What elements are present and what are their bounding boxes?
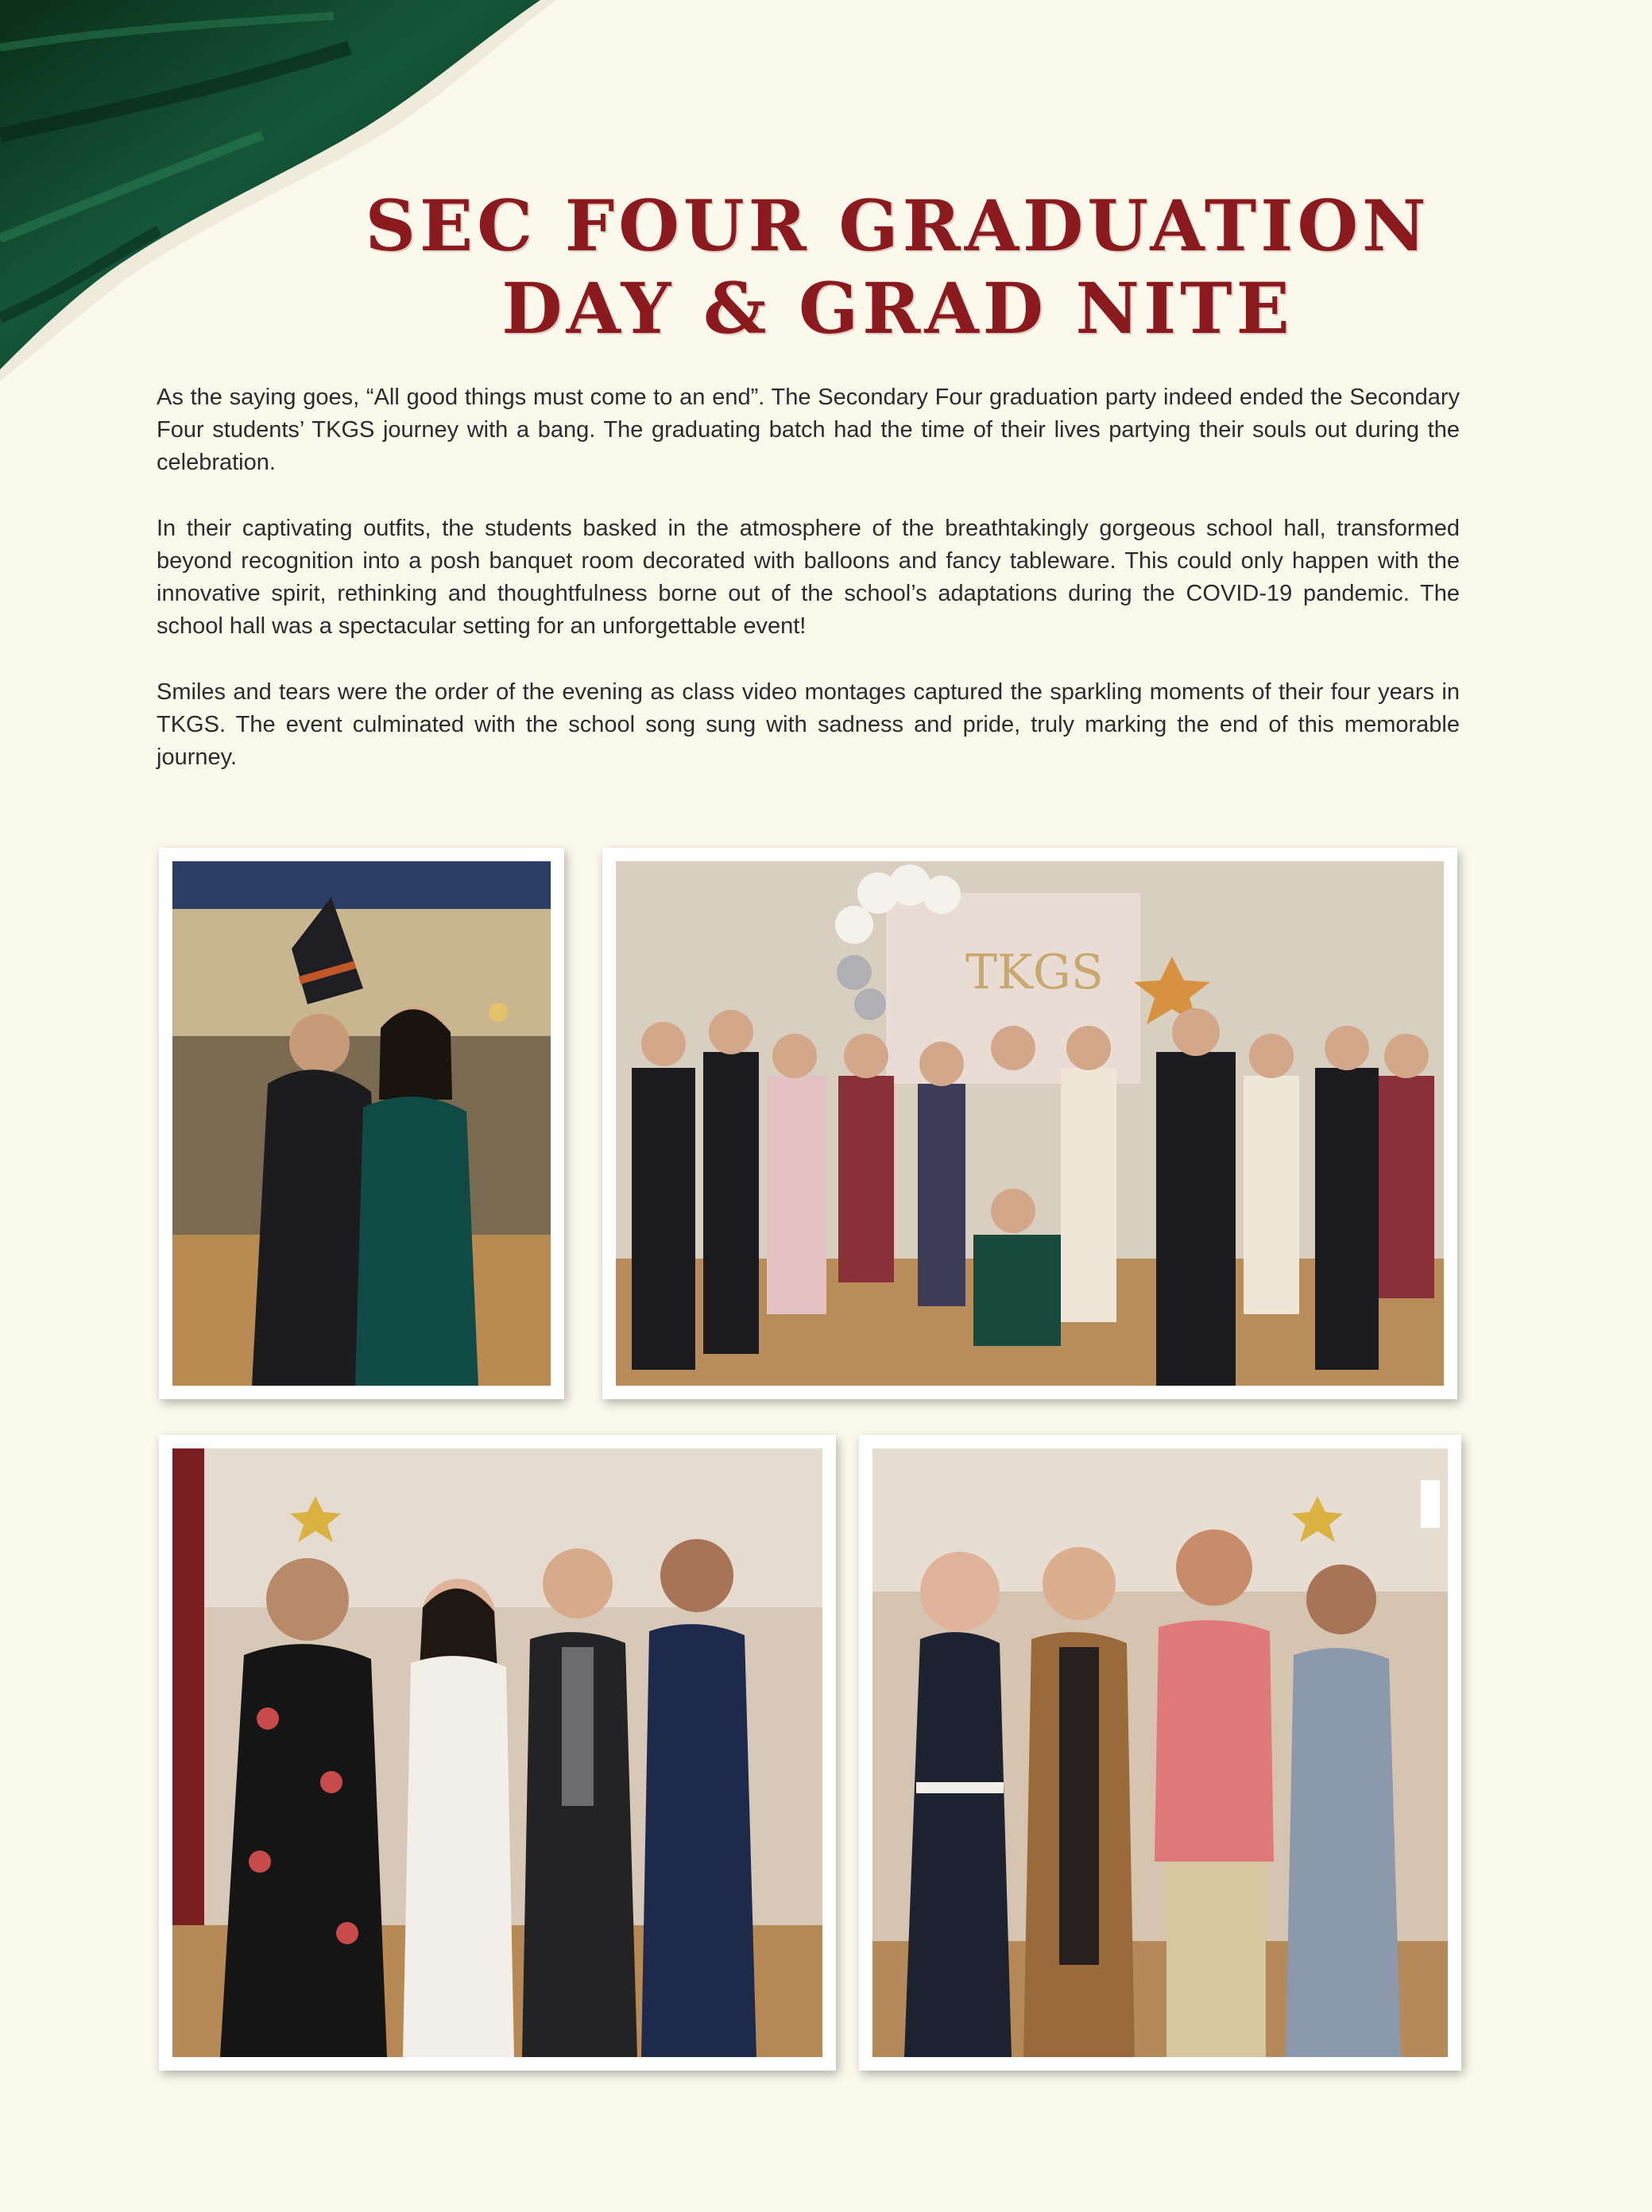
photo-four-friends (159, 1435, 836, 2071)
photo-family-group (859, 1435, 1461, 2071)
article-body (157, 381, 1460, 807)
photo-wizard-costume (159, 848, 564, 1399)
paragraph-1: As the saying goes, “All good things must come to an end”. The Secondary Four graduation party indeed ended the Secondary Four students’ TKGS journey with a bang. The graduating batch had the time of their lives partying their souls out during the celebration. (157, 385, 1460, 475)
page-title (0, 184, 1652, 350)
paragraph-3: Smiles and tears were the order of the evening as class video montages captured the sparkling moments of their four years in TKGS. The event culminated with the school song sung with sadness and pride, truly marking the end of this memorable journey. (157, 679, 1460, 770)
photo-group-shot (602, 848, 1457, 1399)
title-line-2: DAY & GRAD NITE (501, 267, 1294, 350)
backdrop-text: TKGS (965, 945, 1104, 1000)
paragraph-2: In their captivating outfits, the students basked in the atmosphere of the breathtakingly gorgeous school hall, transformed beyond recognition into a posh banquet room decorated with balloons and fancy tableware. This could only happen with the innovative spirit, rethinking and thoughtfulness borne out of the school’s adaptations during the COVID-19 pandemic. The school hall was a spectacular setting for an unforgettable event! (157, 516, 1460, 639)
title-line-1: SEC FOUR GRADUATION (365, 184, 1430, 267)
